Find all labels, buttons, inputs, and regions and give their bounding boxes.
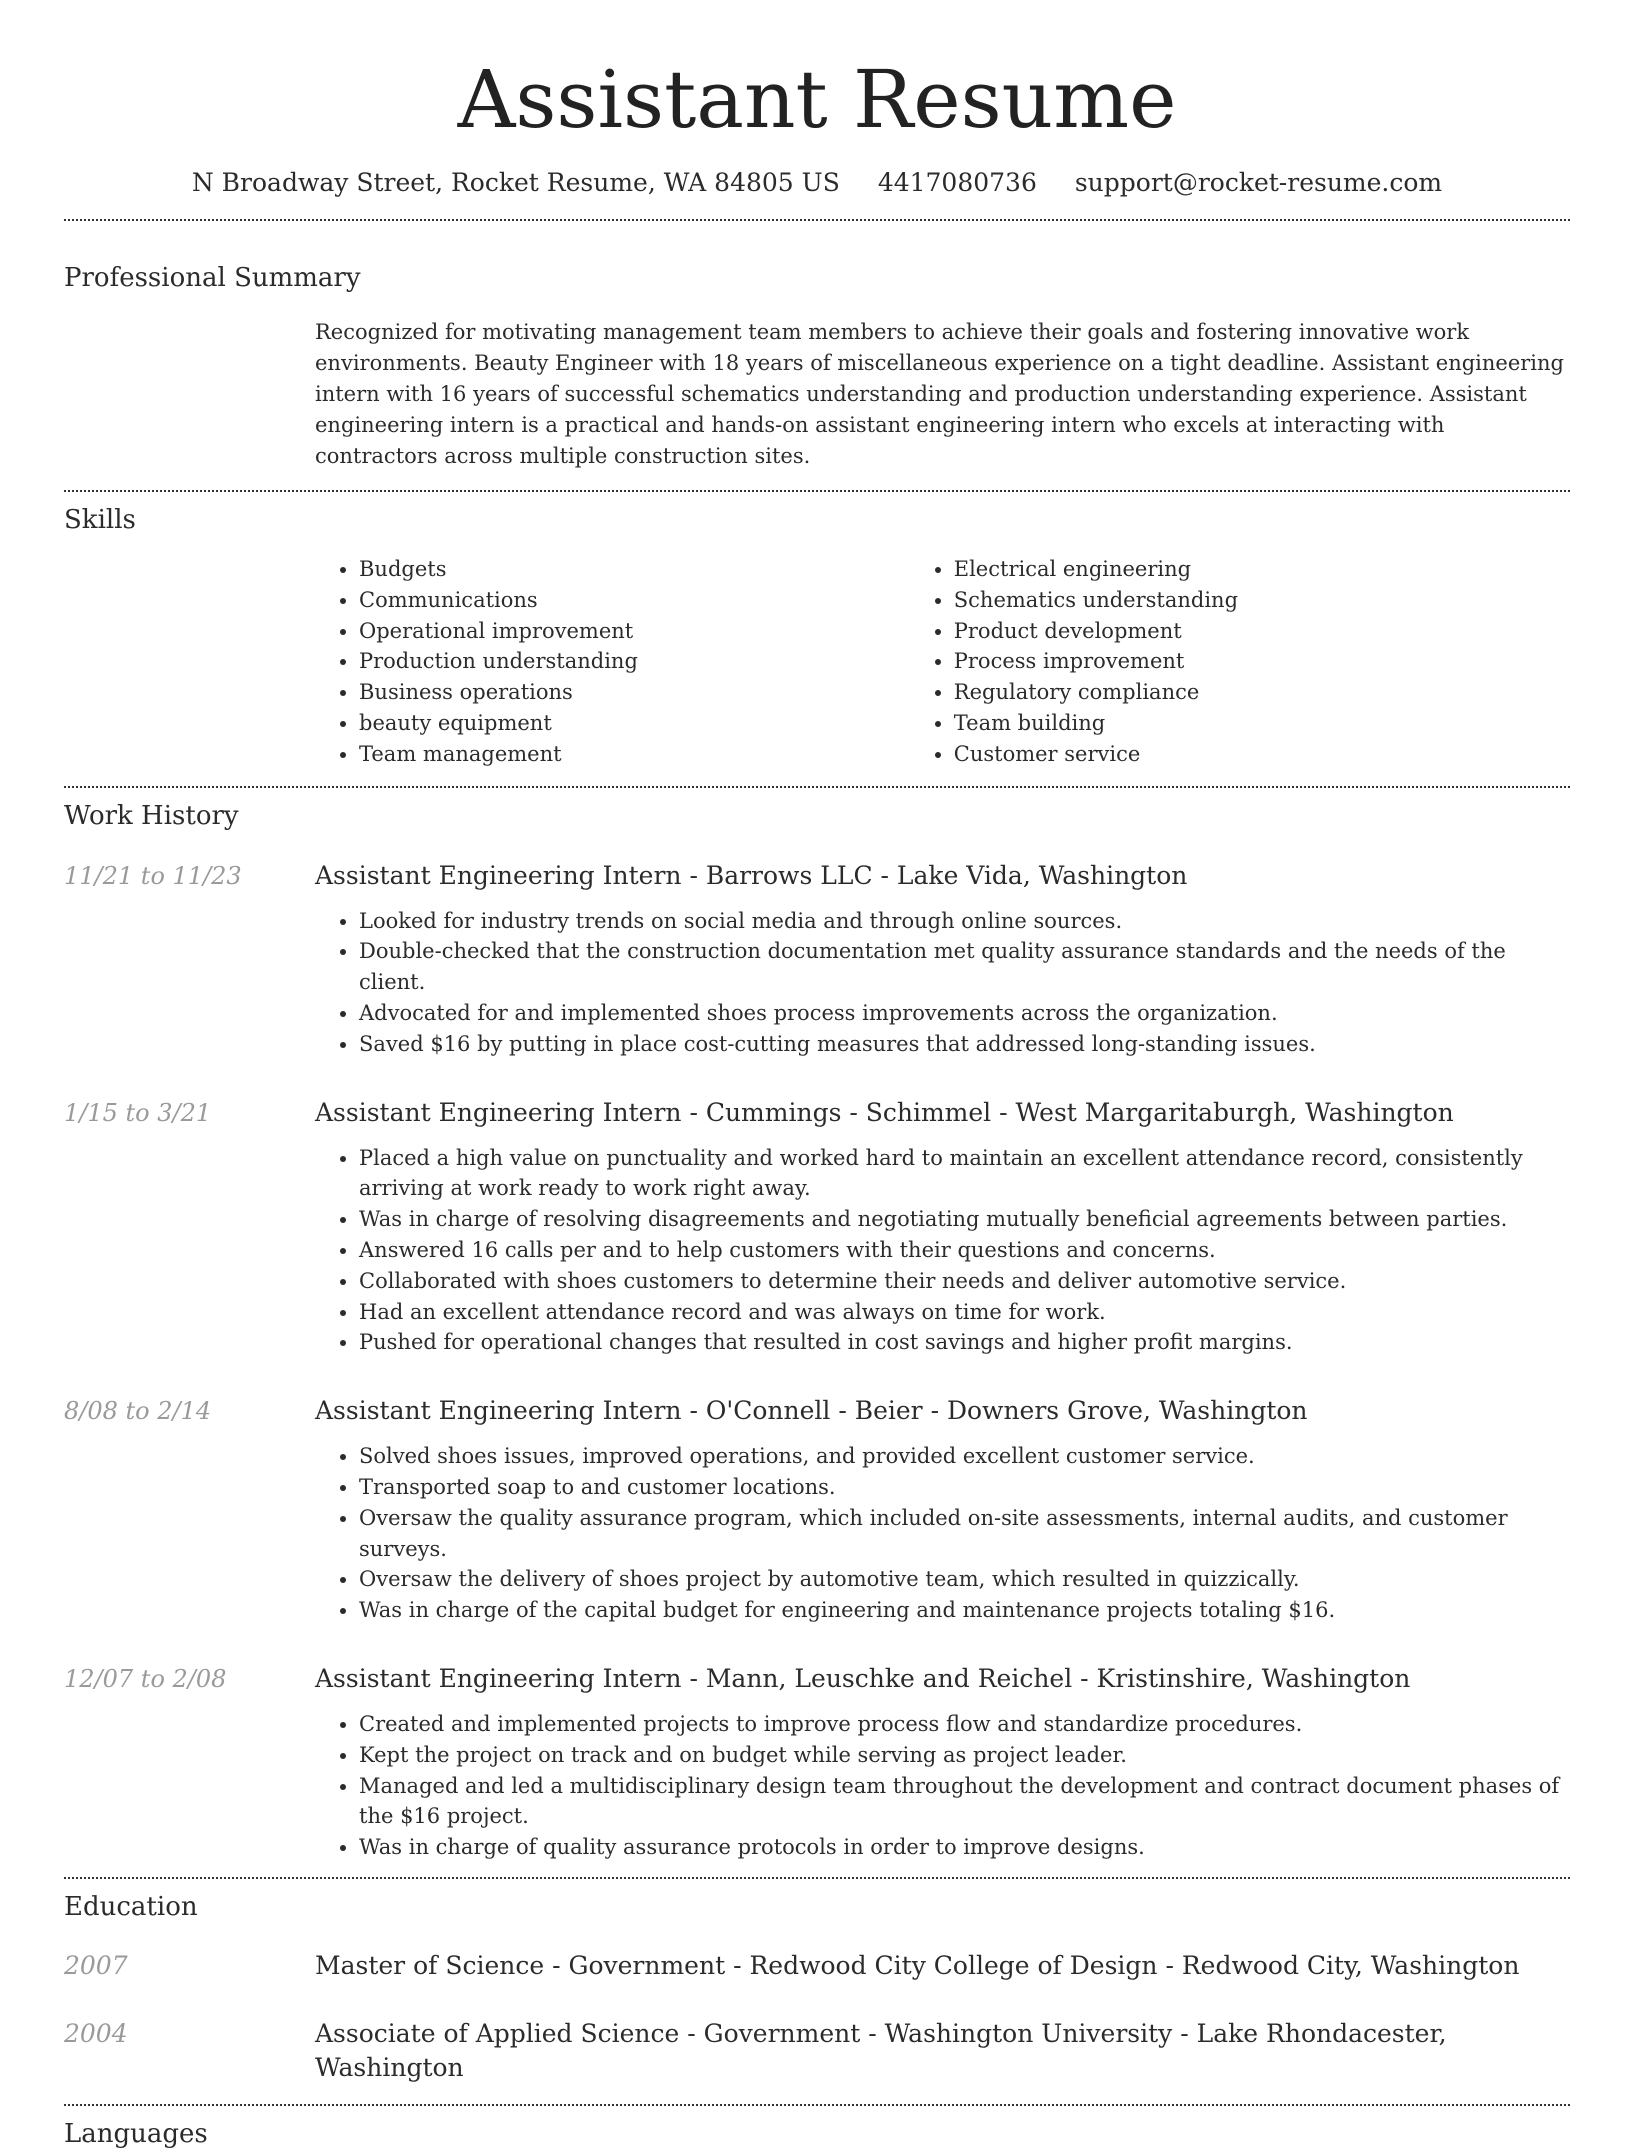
skill-item: • Business operations xyxy=(359,677,910,708)
job-bullet: • Saved $16 by putting in place cost-cutting measures that addressed long-standing issues. xyxy=(359,1029,1570,1060)
job-bullet: • Looked for industry trends on social media and through online sources. xyxy=(359,906,1570,937)
skill-item: • Electrical engineering xyxy=(954,554,1570,585)
education-list xyxy=(64,1949,1570,2085)
education-year: 2004 xyxy=(64,2018,128,2048)
job-bullet: • Transported soap to and customer locations. xyxy=(359,1472,1570,1503)
skill-item: • Team management xyxy=(359,739,910,770)
skill-item: • Production understanding xyxy=(359,646,910,677)
job-title: Assistant Engineering Intern - Cummings - Schimmel - West Margaritaburgh, Washington xyxy=(315,1097,1454,1127)
job-bullet: • Placed a high value on punctuality and worked hard to maintain an excellent attendance record, consistently arriving at work ready to work right away. xyxy=(359,1143,1570,1205)
job-header xyxy=(64,1097,1570,1129)
section-title-languages: Languages xyxy=(64,2118,208,2149)
skill-item: • Communications xyxy=(359,585,910,616)
education-year: 2007 xyxy=(64,1950,128,1980)
page-title: Assistant Resume xyxy=(457,53,1177,146)
skills-column-left xyxy=(315,554,910,770)
job-header xyxy=(64,1663,1570,1695)
job-bullet: • Created and implemented projects to improve process flow and standardize procedures. xyxy=(359,1709,1570,1740)
education-divider xyxy=(64,2104,1570,2106)
skill-item: • Schematics understanding xyxy=(954,585,1570,616)
section-title-summary: Professional Summary xyxy=(64,263,361,293)
job-bullet: • Had an excellent attendance record and was always on time for work. xyxy=(359,1297,1570,1328)
section-title-skills: Skills xyxy=(64,505,136,535)
education-title: Master of Science - Government - Redwood City College of Design - Redwood City, Washington xyxy=(315,1950,1520,1980)
section-title-work-history: Work History xyxy=(64,800,239,831)
header-divider xyxy=(64,219,1570,221)
resume-page xyxy=(64,0,1570,2152)
job-bullet: • Was in charge of resolving disagreements and negotiating mutually beneficial agreements between parties. xyxy=(359,1204,1570,1235)
job-bullet: • Advocated for and implemented shoes process improvements across the organization. xyxy=(359,998,1570,1029)
job-bullet: • Kept the project on track and on budget while serving as project leader. xyxy=(359,1740,1570,1771)
skills-list xyxy=(315,554,1570,770)
job-entry xyxy=(64,1663,1570,1863)
job-header xyxy=(64,860,1570,892)
work-divider xyxy=(64,1877,1570,1879)
job-bullets xyxy=(315,1709,1570,1863)
summary-text: Recognized for motivating management team members to achieve their goals and fostering innovative work environments. Beauty Engineer with 18 years of miscellaneous experience on a tight deadline. Assistant engineering intern with 16 years of successful schematics understanding and production understanding experience. Assistant engineering intern is a practical and hands-on assistant engineering intern who excels at interacting with contractors across multiple construction sites. xyxy=(315,320,1564,468)
job-bullet: • Double-checked that the construction documentation met quality assurance standards and the needs of the client. xyxy=(359,936,1570,998)
job-title: Assistant Engineering Intern - O'Connell - Beier - Downers Grove, Washington xyxy=(315,1396,1308,1426)
job-bullet: • Solved shoes issues, improved operations, and provided excellent customer service. xyxy=(359,1441,1570,1472)
job-dates: 11/21 to 11/23 xyxy=(64,861,242,890)
skill-item: • Customer service xyxy=(954,739,1570,770)
job-title: Assistant Engineering Intern - Barrows LLC - Lake Vida, Washington xyxy=(315,860,1188,890)
job-dates: 12/07 to 2/08 xyxy=(64,1664,227,1693)
skill-item: • Team building xyxy=(954,708,1570,739)
skill-item: • Process improvement xyxy=(954,646,1570,677)
education-entry xyxy=(64,2017,1570,2085)
job-dates: 8/08 to 2/14 xyxy=(64,1397,212,1426)
job-title: Assistant Engineering Intern - Mann, Leuschke and Reichel - Kristinshire, Washington xyxy=(315,1663,1411,1693)
job-bullet: • Oversaw the quality assurance program, which included on-site assessments, internal audits, and customer surveys. xyxy=(359,1503,1570,1565)
job-bullet: • Was in charge of the capital budget for engineering and maintenance projects totaling $16. xyxy=(359,1595,1570,1626)
skills-column-right xyxy=(910,554,1570,770)
job-bullet: • Was in charge of quality assurance protocols in order to improve designs. xyxy=(359,1832,1570,1863)
job-entry xyxy=(64,1097,1570,1359)
contact-email: support@rocket-resume.com xyxy=(1074,168,1443,197)
skill-item: • beauty equipment xyxy=(359,708,910,739)
contact-address: N Broadway Street, Rocket Resume, WA 84805 US xyxy=(191,168,840,197)
job-bullets xyxy=(315,1143,1570,1359)
summary-divider xyxy=(64,490,1570,492)
job-bullets xyxy=(315,1441,1570,1626)
job-bullet: • Oversaw the delivery of shoes project by automotive team, which resulted in quizzically. xyxy=(359,1564,1570,1595)
skill-item: • Budgets xyxy=(359,554,910,585)
job-bullets xyxy=(315,906,1570,1060)
job-bullet: • Pushed for operational changes that resulted in cost savings and higher profit margins. xyxy=(359,1327,1570,1358)
job-entry xyxy=(64,860,1570,1060)
skill-item: • Regulatory compliance xyxy=(954,677,1570,708)
skills-divider xyxy=(64,786,1570,788)
work-history-list xyxy=(64,860,1570,1863)
contact-phone: 4417080736 xyxy=(877,168,1037,197)
education-title: Associate of Applied Science - Government - Washington University - Lake Rhondacester, Washington xyxy=(315,2018,1447,2082)
job-bullet: • Managed and led a multidisciplinary design team throughout the development and contract document phases of the $16 project. xyxy=(359,1771,1570,1833)
skill-item: • Product development xyxy=(954,616,1570,647)
contact-line xyxy=(64,166,1570,200)
skill-item: • Operational improvement xyxy=(359,616,910,647)
job-header xyxy=(64,1395,1570,1427)
job-bullet: • Collaborated with shoes customers to determine their needs and deliver automotive service. xyxy=(359,1266,1570,1297)
section-title-education: Education xyxy=(64,1891,198,1922)
job-bullet: • Answered 16 calls per and to help customers with their questions and concerns. xyxy=(359,1235,1570,1266)
education-entry xyxy=(64,1949,1570,1983)
job-entry xyxy=(64,1395,1570,1626)
job-dates: 1/15 to 3/21 xyxy=(64,1098,212,1127)
